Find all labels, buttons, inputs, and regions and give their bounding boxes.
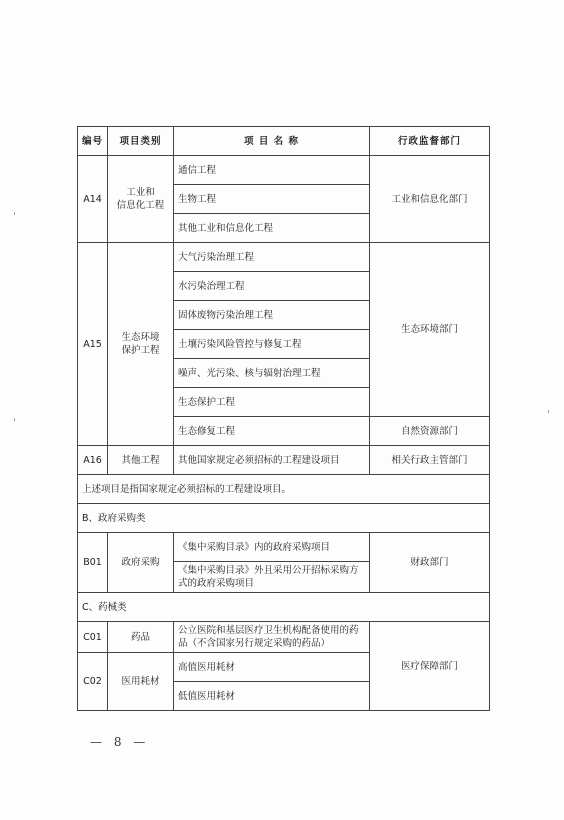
row-dept: 生态环境部门 — [370, 243, 490, 417]
project-name: 固体废物污染治理工程 — [174, 301, 370, 330]
row-dept: 相关行政主管部门 — [370, 446, 490, 475]
header-category: 项目类别 — [108, 127, 174, 156]
scan-speck — [14, 418, 15, 421]
row-no: C01 — [78, 622, 108, 653]
row-category: 生态环境 保护工程 — [108, 243, 174, 446]
project-name: 生态修复工程 — [174, 417, 370, 446]
table-row — [78, 593, 490, 622]
table-row — [78, 622, 490, 653]
table-row — [78, 504, 490, 533]
table-row — [78, 243, 490, 272]
row-category: 工业和 信息化工程 — [108, 156, 174, 243]
row-no: B01 — [78, 533, 108, 593]
row-no: C02 — [78, 653, 108, 711]
table-row — [78, 446, 490, 475]
table-header-row — [78, 127, 490, 156]
project-name: 生态保护工程 — [174, 388, 370, 417]
page-number: — 8 — — [90, 735, 150, 749]
table-row — [78, 533, 490, 562]
project-name: 公立医院和基层医疗卫生机构配备使用的药品（不含国家另行规定采购的药品） — [174, 622, 370, 653]
header-no: 编号 — [78, 127, 108, 156]
project-name: 土壤污染风险管控与修复工程 — [174, 330, 370, 359]
project-name: 噪声、光污染、核与辐射治理工程 — [174, 359, 370, 388]
header-dept: 行政监督部门 — [370, 127, 490, 156]
note-row: 上述项目是指国家规定必须招标的工程建设项目。 — [78, 475, 490, 504]
project-table — [77, 126, 490, 711]
table-row — [78, 156, 490, 185]
row-dept: 工业和信息化部门 — [370, 156, 490, 243]
project-name: 高值医用耗材 — [174, 653, 370, 682]
row-dept: 医疗保障部门 — [370, 622, 490, 711]
project-name: 其他工业和信息化工程 — [174, 214, 370, 243]
row-no: A15 — [78, 243, 108, 446]
project-name: 《集中采购目录》外且采用公开招标采购方式的政府采购项目 — [174, 562, 370, 593]
scan-speck — [14, 212, 15, 215]
row-category: 医用耗材 — [108, 653, 174, 711]
header-name: 项 目 名 称 — [174, 127, 370, 156]
row-category: 药品 — [108, 622, 174, 653]
project-name: 生物工程 — [174, 185, 370, 214]
project-name: 大气污染治理工程 — [174, 243, 370, 272]
row-category: 其他工程 — [108, 446, 174, 475]
row-dept: 财政部门 — [370, 533, 490, 593]
row-category: 政府采购 — [108, 533, 174, 593]
project-name: 《集中采购目录》内的政府采购项目 — [174, 533, 370, 562]
row-no: A14 — [78, 156, 108, 243]
project-name: 通信工程 — [174, 156, 370, 185]
project-name: 水污染治理工程 — [174, 272, 370, 301]
row-dept: 自然资源部门 — [370, 417, 490, 446]
row-no: A16 — [78, 446, 108, 475]
section-heading: C、药械类 — [78, 593, 490, 622]
project-name: 其他国家规定必须招标的工程建设项目 — [174, 446, 370, 475]
scan-speck — [548, 410, 549, 413]
table-row — [78, 475, 490, 504]
project-name: 低值医用耗材 — [174, 682, 370, 711]
section-heading: B、政府采购类 — [78, 504, 490, 533]
